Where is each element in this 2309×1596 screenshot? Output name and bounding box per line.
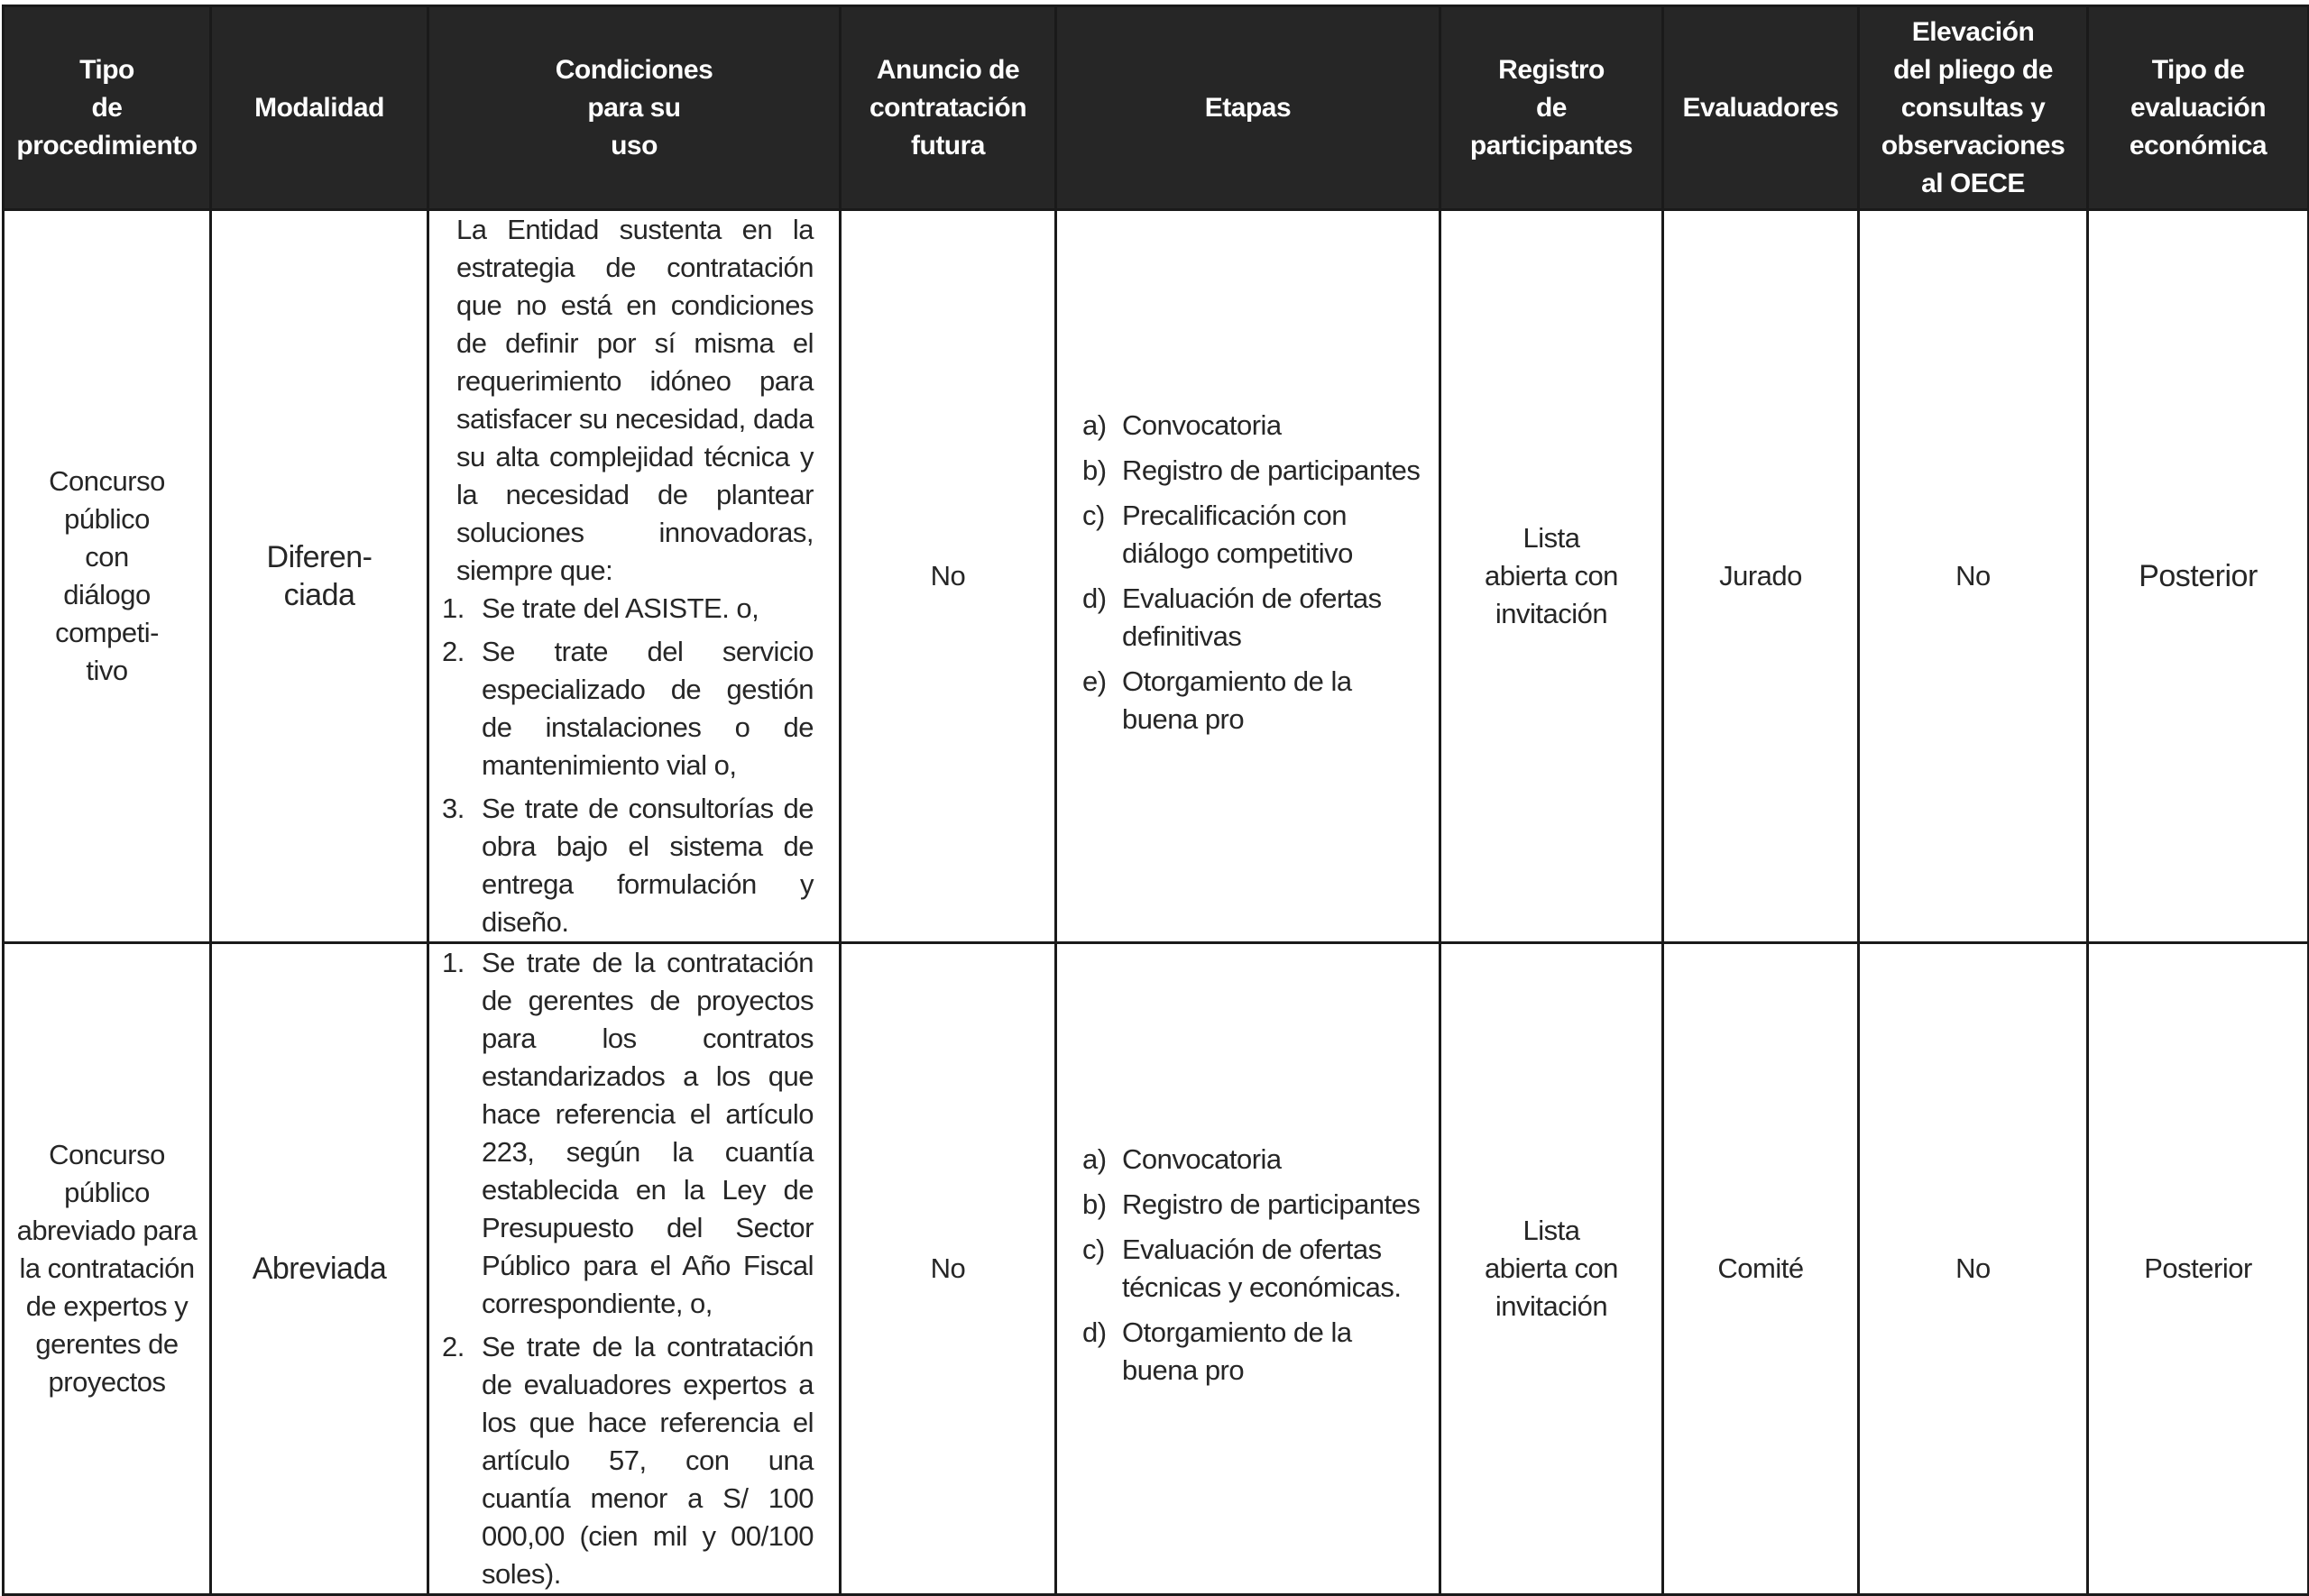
cell-condiciones [428,210,841,943]
list-item: 2. Se trate del servicio especializado de gestión de instalaciones o de mantenimiento vial o, [442,636,814,781]
header-registro: Registro de participantes [1440,6,1663,210]
list-item: a) Convocatoria [1082,1143,1282,1175]
condiciones-list [442,590,814,941]
cell-registro: Lista abierta con invitación [1440,210,1663,943]
header-modalidad: Modalidad [211,6,428,210]
cell-evaluadores: Jurado [1663,210,1859,943]
condiciones-list [442,944,814,1593]
cell-registro: Lista abierta con invitación [1440,943,1663,1595]
list-item: b) Registro de participantes [1082,1188,1421,1220]
list-item: a) Convocatoria [1082,409,1282,441]
cell-elevacion: No [1859,943,2088,1595]
list-item: c) Evaluación de ofertas técnicas y económicas. [1082,1234,1402,1303]
list-item: 1. Se trate de la contratación de gerentes de proyectos para los contratos estandarizados a los que hace referencia el artículo 223, según la cuantía establecida en la Ley de Presupuesto del Sector Público para el Año Fiscal correspondiente, o, [442,947,814,1319]
header-row [4,6,2309,210]
cell-modalidad: Diferen- ciada [211,210,428,943]
cell-anuncio: No [841,943,1056,1595]
list-item: d) Evaluación de ofertas definitivas [1082,582,1382,652]
list-item: c) Precalificación con diálogo competitivo [1082,500,1353,569]
list-item: 1. Se trate del ASISTE. o, [442,592,759,624]
cell-elevacion: No [1859,210,2088,943]
etapas-list [1082,1141,1421,1390]
header-etapas: Etapas [1056,6,1440,210]
cell-modalidad: Abreviada [211,943,428,1595]
header-condiciones: Condiciones para su uso [428,6,841,210]
cell-tipo-procedimiento: Concurso público con diálogo competi- tivo [4,210,211,943]
cell-tipo-evaluacion: Posterior [2088,943,2309,1595]
procedures-table [2,5,2309,1596]
header-evaluadores: Evaluadores [1663,6,1859,210]
list-item: b) Registro de participantes [1082,454,1421,486]
table-row [4,210,2309,943]
cell-tipo-evaluacion: Posterior [2088,210,2309,943]
table-row [4,943,2309,1595]
list-item: 2. Se trate de la contratación de evaluadores expertos a los que hace referencia el artículo 57, con una cuantía menor a S/ 100 000,00 (cien mil y 00/100 soles). [442,1331,814,1590]
cell-condiciones [428,943,841,1595]
cell-evaluadores: Comité [1663,943,1859,1595]
list-item: d) Otorgamiento de la buena pro [1082,1316,1352,1386]
header-tipo-procedimiento: Tipo de procedimiento [4,6,211,210]
cell-anuncio: No [841,210,1056,943]
list-item: e) Otorgamiento de la buena pro [1082,665,1352,735]
list-item: 3. Se trate de consultorías de obra bajo el sistema de entrega formulación y diseño. [442,793,814,938]
header-elevacion: Elevación del pliego de consultas y observaciones al OECE [1859,6,2088,210]
cell-tipo-procedimiento: Concurso público abreviado para la contratación de expertos y gerentes de proyectos [4,943,211,1595]
header-anuncio: Anuncio de contratación futura [841,6,1056,210]
cell-etapas [1056,943,1440,1595]
condiciones-intro: La Entidad sustenta en la estrategia de contratación que no está en condiciones de definir por sí misma el requerimiento idóneo para satisfacer su necesidad, dada su alta complejidad técnica y la necesidad de plantear soluciones innovadoras, siempre que: [456,214,814,586]
etapas-list [1082,407,1421,738]
header-tipo-evaluacion: Tipo de evaluación económica [2088,6,2309,210]
cell-etapas [1056,210,1440,943]
